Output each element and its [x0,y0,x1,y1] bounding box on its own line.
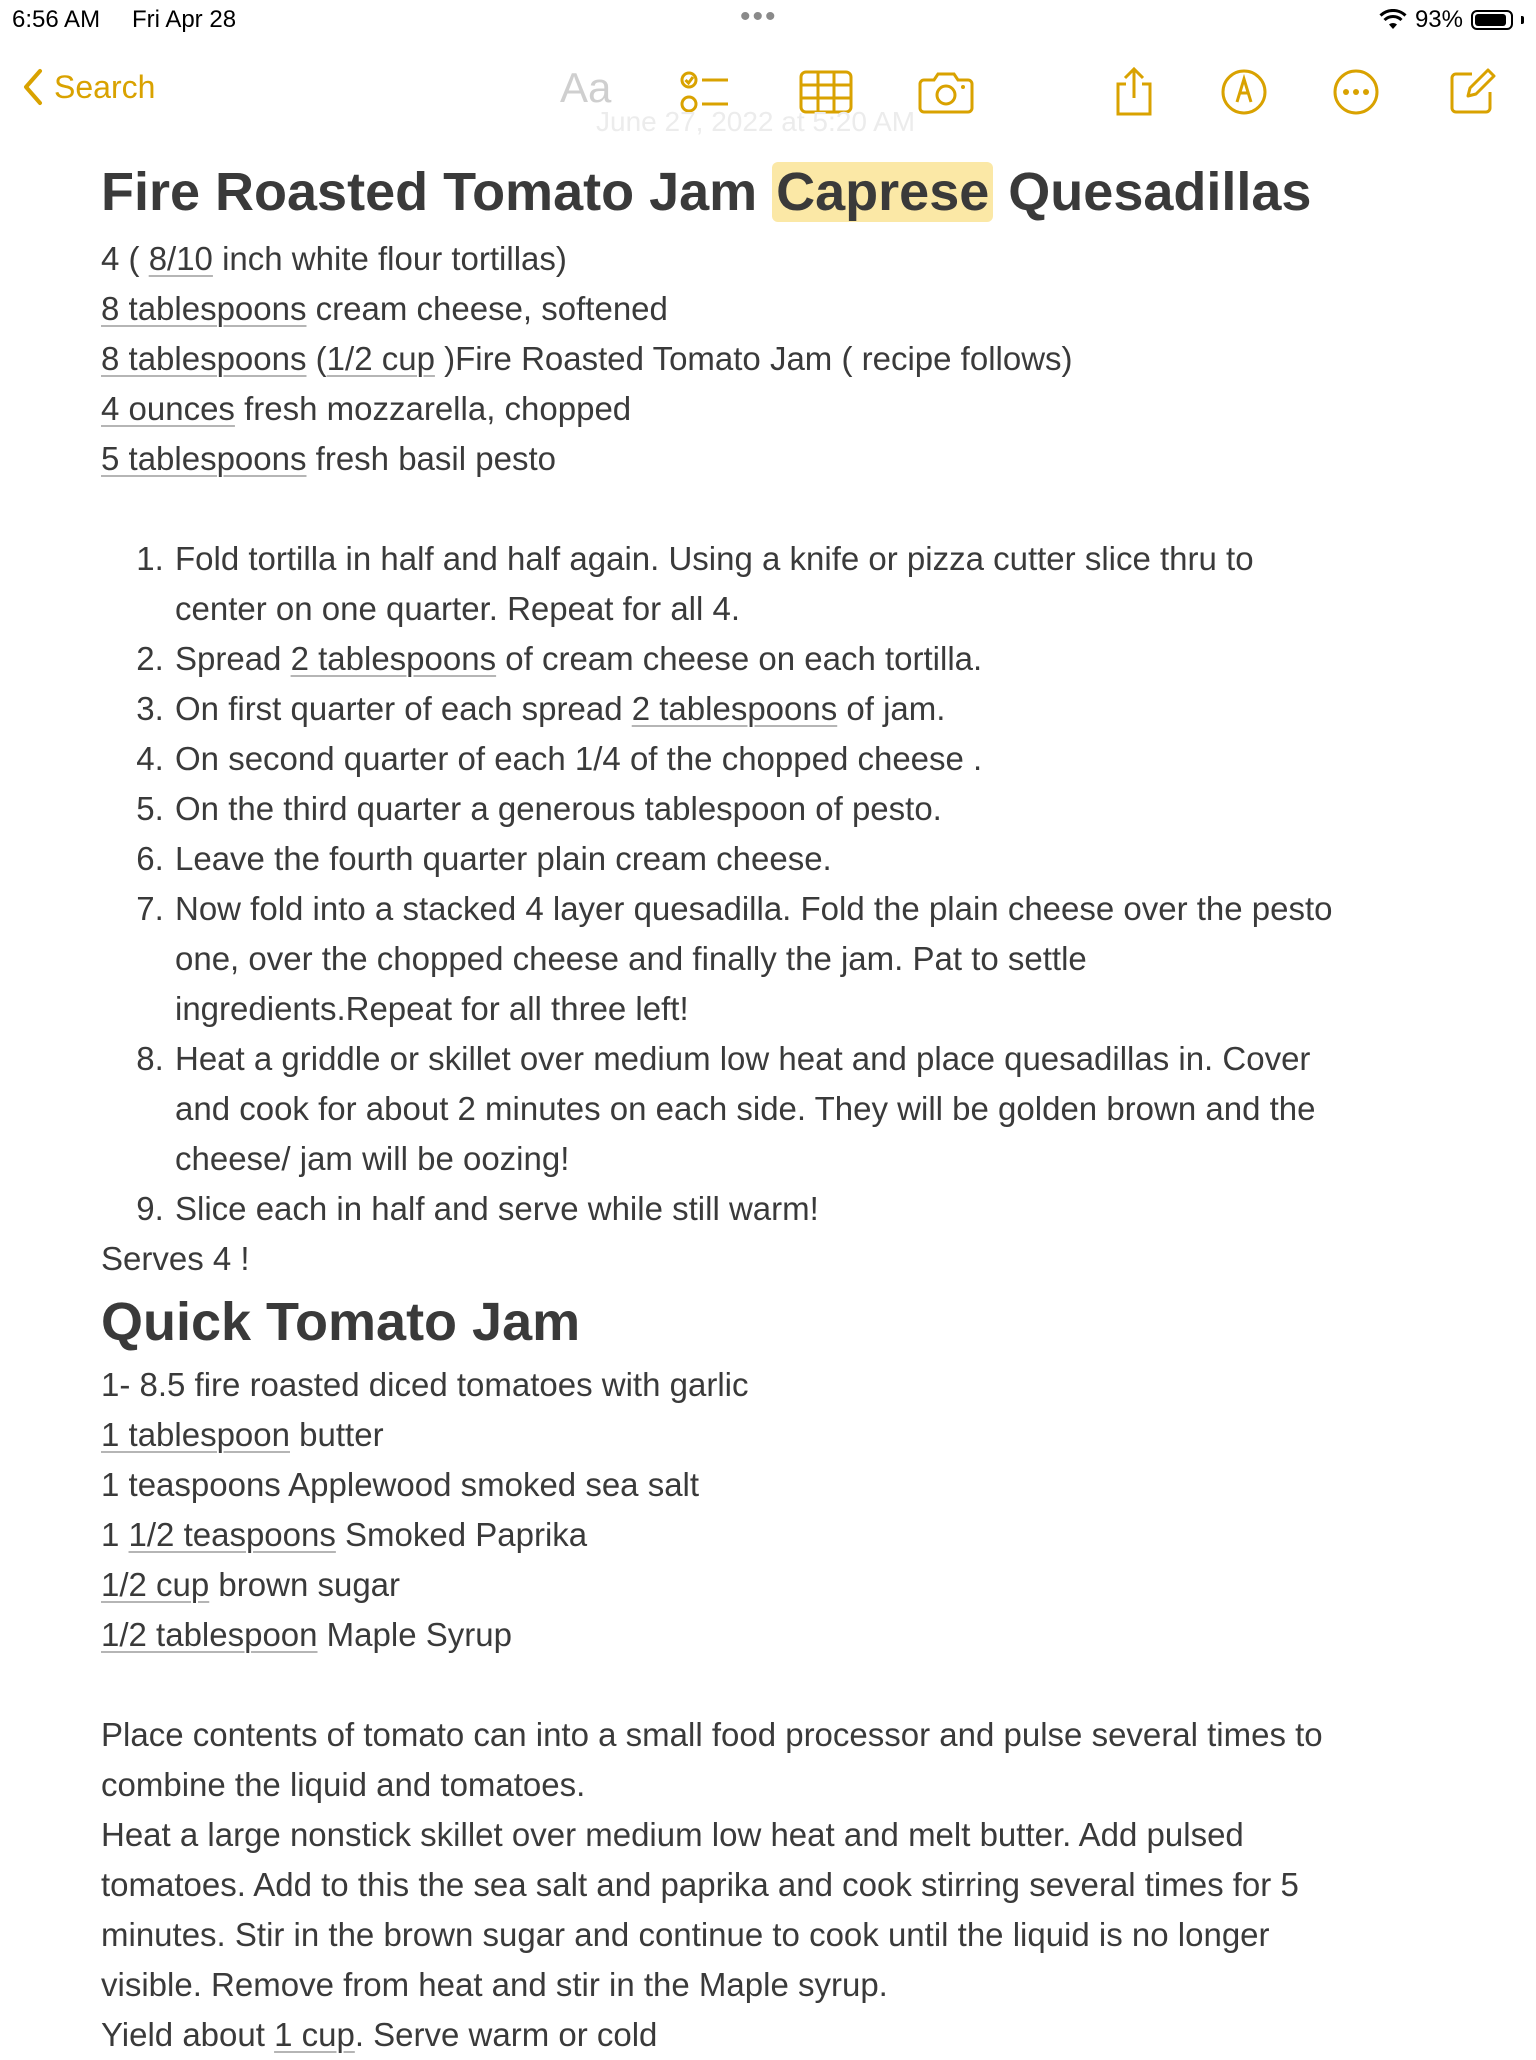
note-body[interactable] [101,150,1441,2060]
ingredient-text: cream cheese, softened [306,290,668,327]
ingredient-text: Maple Syrup [317,1616,512,1653]
ingredient-quantity[interactable]: 4 ounces [101,390,235,427]
ingredient-text: inch white flour tortillas) [212,240,567,277]
battery-nub [1521,16,1524,24]
instructions-paragraph [101,1710,1441,2060]
step-item [173,784,1441,834]
ingredient-quantity[interactable]: 8 tablespoons [101,290,307,327]
more-button[interactable] [1328,64,1384,120]
ingredient-line [101,334,1441,384]
jam-ingredient: 1- 8.5 fire roasted diced tomatoes with garlic [101,1366,749,1403]
camera-icon [918,70,974,114]
paragraph-text: combine the liquid and tomatoes. [101,1766,586,1803]
note-date: June 27, 2022 at 5:20 AM [596,106,916,137]
blank-line [101,484,1441,534]
steps-list [101,534,1441,1234]
ingredient-quantity[interactable]: 1 tablespoon [101,1416,290,1453]
step-text: Spread [175,640,291,677]
step-text: Leave the fourth quarter plain cream cheese. [175,840,832,877]
ingredient-quantity[interactable]: 1/2 tablespoon [101,1616,318,1653]
step-text: and cook for about 2 minutes on each side. They will be golden brown and the [175,1090,1316,1127]
title-text-2: Quesadillas [993,162,1312,222]
jam-title: Quick Tomato Jam [101,1292,581,1352]
status-time: 6:56 AM [12,6,101,33]
step-text: On second quarter of each 1/4 of the chopped cheese . [175,740,983,777]
step-text: center on one quarter. Repeat for all 4. [175,590,741,627]
title-highlight: Caprese [772,162,993,222]
multitasking-dots[interactable]: ••• [740,0,778,33]
chevron-left-icon [22,68,44,106]
paragraph-text: Heat a large nonstick skillet over medium low heat and melt butter. Add pulsed [101,1816,1244,1853]
step-item [173,534,1441,634]
jam-ingredient [101,1560,1441,1610]
camera-button[interactable] [918,64,974,120]
jam-ingredient [101,1510,1441,1560]
jam-ingredient [101,1610,1441,1660]
ingredient-text: ( [306,340,327,377]
markup-button[interactable] [1216,64,1272,120]
ingredient-quantity[interactable]: 8/10 [148,240,213,277]
recipe-title [101,150,1441,234]
title-text-1: Fire Roasted Tomato Jam [101,162,773,222]
step-item [173,834,1441,884]
markup-icon [1220,68,1268,116]
yield-quantity[interactable]: 1 cup [274,2016,355,2053]
step-text: of jam. [837,690,946,727]
serves-line: Serves 4 ! [101,1240,250,1277]
step-text: of cream cheese on each tortilla. [496,640,983,677]
step-text: On the third quarter a generous tablespoon of pesto. [175,790,942,827]
step-text: Fold tortilla in half and half again. Using a knife or pizza cutter slice thru to [175,540,1254,577]
ingredient-text: 1 [101,1516,129,1553]
step-quantity[interactable]: 2 tablespoons [290,640,497,677]
ingredient-line [101,234,1441,284]
paragraph-text: visible. Remove from heat and stir in the Maple syrup. [101,1966,888,2003]
blank-line [101,1660,1441,1710]
battery-icon [1471,10,1513,30]
step-item [173,734,1441,784]
jam-ingredient: 1 teaspoons Applewood smoked sea salt [101,1466,700,1503]
ingredient-text: Smoked Paprika [335,1516,588,1553]
step-text: ingredients.Repeat for all three left! [175,990,689,1027]
share-button[interactable] [1106,64,1162,120]
paragraph-text: minutes. Stir in the brown sugar and continue to cook until the liquid is no longer [101,1916,1270,1953]
ingredient-text: brown sugar [209,1566,401,1603]
battery-percent: 93% [1414,6,1463,33]
ingredient-quantity[interactable]: 1/2 cup [101,1566,210,1603]
paragraph-text: Place contents of tomato can into a small food processor and pulse several times to [101,1716,1323,1753]
ingredient-line [101,434,1441,484]
compose-icon [1448,68,1496,116]
ingredient-text: 4 ( [101,240,149,277]
ingredient-text: butter [290,1416,384,1453]
yield-text: Yield about [101,2016,275,2053]
jam-ingredient [101,1410,1441,1460]
step-item [173,1034,1441,1184]
ingredient-text: fresh basil pesto [306,440,556,477]
step-item [173,884,1441,1034]
step-text: one, over the chopped cheese and finally the jam. Pat to settle [175,940,1087,977]
status-date: Fri Apr 28 [132,6,237,33]
ingredient-text: )Fire Roasted Tomato Jam ( recipe follows) [434,340,1073,377]
ingredient-quantity[interactable]: 1/2 cup [326,340,435,377]
step-text: Heat a griddle or skillet over medium low heat and place quesadillas in. Cover [175,1040,1311,1077]
step-item [173,684,1441,734]
step-item [173,1184,1441,1234]
wifi-icon [1379,9,1407,31]
format-button[interactable]: Aa [560,64,612,111]
ingredient-text: fresh mozzarella, chopped [234,390,632,427]
battery-fill [1475,14,1506,26]
step-quantity[interactable]: 2 tablespoons [631,690,838,727]
more-icon [1332,68,1380,116]
ingredient-line [101,284,1441,334]
step-text: cheese/ jam will be oozing! [175,1140,570,1177]
ingredient-line [101,384,1441,434]
compose-button[interactable] [1444,64,1500,120]
status-right [1379,6,1524,34]
paragraph-text: tomatoes. Add to this the sea salt and paprika and cook stirring several times for 5 [101,1866,1299,1903]
ingredient-quantity[interactable]: 5 tablespoons [101,440,307,477]
yield-text: . Serve warm or cold [354,2016,658,2053]
share-icon [1112,66,1156,118]
step-text: On first quarter of each spread [175,690,632,727]
ingredient-quantity[interactable]: 8 tablespoons [101,340,307,377]
step-item [173,634,1441,684]
step-text: Slice each in half and serve while still warm! [175,1190,819,1227]
back-search-button[interactable] [22,68,155,106]
step-text: Now fold into a stacked 4 layer quesadilla. Fold the plain cheese over the pesto [175,890,1333,927]
status-bar [0,0,1536,40]
back-label: Search [54,68,156,105]
ingredient-quantity[interactable]: 1/2 teaspoons [128,1516,336,1553]
